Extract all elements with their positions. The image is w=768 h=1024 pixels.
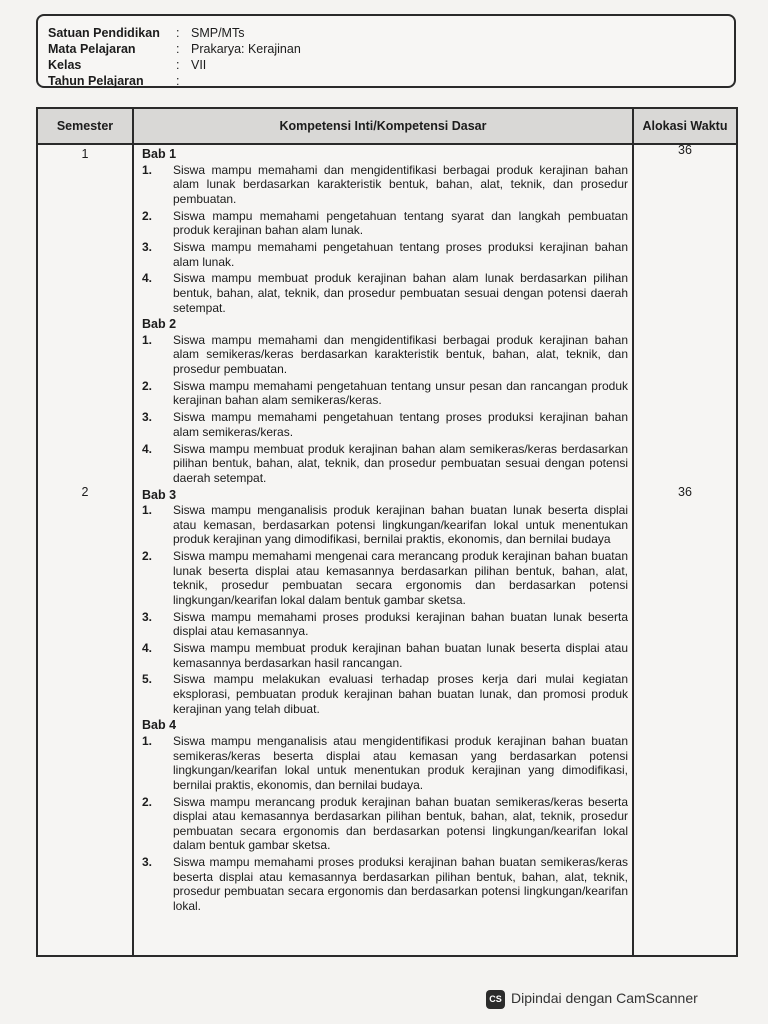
item-text: Siswa mampu memahami pengetahuan tentang proses produksi kerajinan bahan alam lunak.: [173, 239, 628, 269]
item-text: Siswa mampu memahami pengetahuan tentang syarat dan langkah pembuatan produk kerajinan bahan alam lunak.: [173, 208, 628, 238]
info-label: Mata Pelajaran: [48, 42, 136, 56]
camscanner-logo-icon: CS: [486, 990, 505, 1009]
info-value: Prakarya: Kerajinan: [191, 42, 301, 56]
item-number: 1.: [142, 332, 153, 347]
watermark-text: Dipindai dengan CamScanner: [511, 990, 698, 1006]
header-kompetensi: Kompetensi Inti/Kompetensi Dasar: [279, 119, 487, 133]
item-number: 1.: [142, 162, 153, 177]
item-text: Siswa mampu membuat produk kerajinan bahan buatan lunak beserta displai atau kemasannya berdasarkan hasil rancangan.: [173, 641, 628, 670]
bab-title: Bab 1: [142, 147, 177, 161]
list-item: [142, 734, 628, 792]
item-number: 2.: [142, 378, 153, 393]
column-divider: [632, 109, 634, 955]
item-number: 3.: [142, 855, 153, 870]
item-text: Siswa mampu memahami proses produksi kerajinan bahan buatan semikeras/keras beserta displai atau kemasannya berdasarkan pilihan bentuk, bahan, alat, teknik, prosedur pembuatan secara ergonomis dan berdasarkan potensi lingkungan/kearifan lokal.: [173, 855, 628, 913]
list-item: [142, 855, 628, 913]
item-text: Siswa mampu membuat produk kerajinan bahan alam semikeras/keras berdasarkan pilihan bentuk, bahan, alat, teknik, dan prosedur pembuatan sesuai dengan potensi daerah setempat.: [173, 441, 628, 485]
column-divider: [132, 109, 134, 955]
info-value: VII: [191, 58, 207, 72]
item-number: 4.: [142, 441, 153, 456]
alokasi-1: 36: [678, 143, 692, 157]
item-text: Siswa mampu membuat produk kerajinan bahan alam lunak berdasarkan pilihan bentuk, bahan, alat, teknik, dan prosedur pembuatan sesuai dengan potensi daerah setempat.: [173, 271, 628, 315]
alokasi-2: 36: [678, 485, 692, 499]
list-item: [142, 610, 628, 639]
item-text: Siswa mampu melakukan evaluasi terhadap proses kerja dari mulai kegiatan eksplorasi, pembuatan produk kerajinan bahan buatan lunak, dan promosi produk kerajinan yang telah dibuat.: [173, 672, 628, 716]
list-item: [142, 333, 628, 377]
item-number: 1.: [142, 734, 153, 748]
item-number: 1.: [142, 503, 153, 518]
bab-title: Bab 2: [142, 317, 177, 332]
list-item: [142, 410, 628, 439]
list-item: [142, 163, 628, 207]
item-text: Siswa mampu memahami pengetahuan tentang unsur pesan dan rancangan produk kerajinan bahan alam semikeras/keras.: [173, 378, 628, 408]
list-item: [142, 442, 628, 486]
list-item: [142, 379, 628, 408]
competency-content: [142, 147, 628, 916]
competency-table: [36, 107, 738, 957]
info-colon: :: [176, 26, 180, 40]
item-number: 2.: [142, 208, 153, 223]
item-number: 2.: [142, 549, 153, 564]
semester-1: 1: [81, 147, 89, 161]
item-number: 3.: [142, 609, 153, 624]
info-colon: :: [176, 74, 180, 88]
header-semester: Semester: [56, 119, 114, 133]
item-number: 3.: [142, 410, 153, 425]
info-box: [36, 14, 736, 88]
list-item: [142, 641, 628, 670]
header-alokasi: Alokasi Waktu: [642, 119, 728, 133]
info-colon: :: [176, 42, 180, 56]
bab-title: Bab 3: [142, 487, 177, 502]
item-number: 4.: [142, 641, 153, 656]
list-item: [142, 549, 628, 607]
bab-title: Bab 4: [142, 718, 177, 733]
list-item: [142, 503, 628, 547]
item-number: 5.: [142, 672, 153, 687]
item-text: Siswa mampu memahami dan mengidentifikasi berbagai produk kerajinan bahan alam lunak berdasarkan karakteristik bentuk, bahan, alat, teknik, dan prosedur pembuatan.: [173, 162, 628, 206]
list-item: [142, 271, 628, 315]
item-text: Siswa mampu memahami mengenai cara merancang produk kerajinan bahan buatan lunak beserta displai atau kemasannya berdasarkan pilihan bentuk, bahan, alat, teknik, prosedur pembuatan secara ergonomis dan berdasarkan potensi lingkungan/kearifan lokal dalam bentuk gambar sketsa.: [173, 549, 628, 607]
list-item: [142, 795, 628, 853]
item-text: Siswa mampu menganalisis produk kerajinan bahan buatan lunak beserta displai atau kemasan, berdasarkan potensi lingkungan/kearifan lokal untuk menentukan produk kerajinan yang dimodifikasi, bernilai praktis, ekonomis, dan bernilai budaya: [173, 503, 628, 547]
item-text: Siswa mampu memahami dan mengidentifikasi berbagai produk kerajinan bahan alam semikeras/keras berdasarkan karakteristik bentuk, bahan, alat, teknik, dan prosedur pembuatan.: [173, 332, 628, 377]
info-label: Satuan Pendidikan: [48, 26, 160, 40]
item-text: Siswa mampu memahami pengetahuan tentang proses produksi kerajinan bahan alam semikeras/keras.: [173, 410, 628, 439]
item-number: 3.: [142, 239, 153, 254]
item-text: Siswa mampu menganalisis atau mengidentifikasi produk kerajinan bahan buatan semikeras/keras beserta displai atau kemasan yang berdasarkan potensi lingkungan/kearifan lokal untuk menentukan produk kerajinan yang dimodifikasi, bernilai praktis, ekonomis, dan bernilai budaya.: [173, 734, 628, 792]
list-item: [142, 209, 628, 238]
camscanner-watermark: [486, 987, 698, 1009]
info-label: Kelas: [48, 58, 82, 72]
info-value: SMP/MTs: [191, 26, 245, 40]
list-item: [142, 240, 628, 269]
item-text: Siswa mampu merancang produk kerajinan bahan buatan semikeras/keras beserta displai atau kemasannya berdasarkan pilihan bentuk, bahan, alat, teknik, prosedur pembuatan secara ergonomis dan berdasarkan potensi lingkungan/kearifan lokal dalam bentuk gambar sketsa.: [173, 794, 628, 853]
item-number: 2.: [142, 794, 153, 809]
info-label: Tahun Pelajaran: [48, 74, 144, 88]
list-item: [142, 672, 628, 716]
item-number: 4.: [142, 271, 153, 286]
item-text: Siswa mampu memahami proses produksi kerajinan bahan buatan lunak beserta displai atau kemasannya.: [173, 609, 628, 639]
semester-2: 2: [81, 485, 89, 499]
info-colon: :: [176, 58, 180, 72]
